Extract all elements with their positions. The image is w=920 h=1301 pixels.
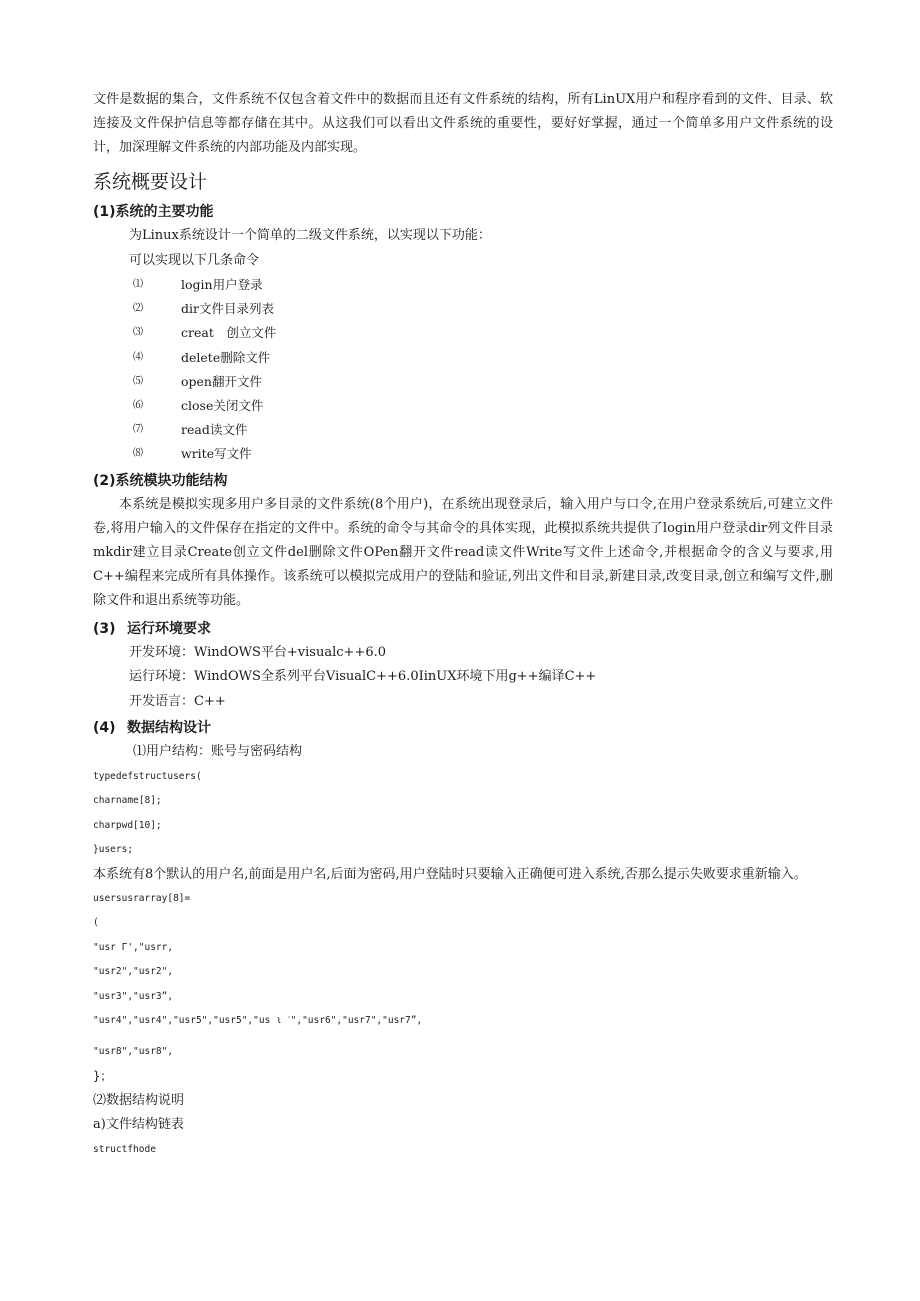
commands-intro: 可以实现以下几条命令 xyxy=(129,252,260,268)
code-line: structfhode xyxy=(93,1143,156,1155)
document-page xyxy=(93,88,833,1162)
functions-intro: 为Linux系统设计一个简单的二级文件系统，以实现以下功能： xyxy=(129,228,491,243)
item-text: dir文件目录列表 xyxy=(181,301,274,317)
code-line: }； xyxy=(93,1069,113,1084)
item-text: close关闭文件 xyxy=(181,398,264,414)
item-number: ⑸ xyxy=(133,375,143,387)
item-number: ⑻ xyxy=(133,448,143,460)
item-number: ⑺ xyxy=(133,424,143,436)
environment-line: 运行环境：WindOWS全系列平台VisualC++6.0IinUX环境下用g++编译C++ xyxy=(129,669,597,685)
intro-paragraph: 文件是数据的集合，文件系统不仅包含着文件中的数据而且还有文件系统的结构，所有LinUX用户和程序看到的文件、目录、软连接及文件保护信息等都存储在其中。从这我们可以看出文件系统的重要性，要好好掌握，通过一个简单多用户文件系统的设计，加深理解文件系统的内部功能及内部实现。 xyxy=(93,92,833,155)
heading-module-structure: (2)系统模块功能结构 xyxy=(93,472,228,489)
list-item xyxy=(93,442,833,466)
item-text: read读文件 xyxy=(181,422,248,438)
heading-environment xyxy=(93,617,833,641)
users-paragraph: 本系统有8个默认的用户名,前面是用户名,后面为密码,用户登陆时只要输入正确便可进入系统,否那么提示失败要求重新输入。 xyxy=(93,866,807,882)
heading-number: (3) xyxy=(93,620,116,637)
heading-number: (4) xyxy=(93,720,116,737)
list-item xyxy=(93,418,833,442)
item-number: ⑵ xyxy=(133,303,143,315)
code-line: typedefstructusers( xyxy=(93,770,202,782)
item-number: ⑴ xyxy=(133,279,143,290)
heading-main-functions: (1)系统的主要功能 xyxy=(93,204,214,220)
list-item xyxy=(93,297,833,321)
section-title: 系统概要设计 xyxy=(93,171,208,193)
list-item xyxy=(93,370,833,394)
item-number: ⑷ xyxy=(133,351,143,363)
code-line: charname[8]; xyxy=(93,795,162,807)
heading-text: 数据结构设计 xyxy=(127,720,211,737)
list-item xyxy=(93,394,833,418)
item-number: ⑶ xyxy=(133,327,143,339)
heading-text: 运行环境要求 xyxy=(127,620,211,637)
module-paragraph: 本系统是模拟实现多用户多目录的文件系统(8个用户)，在系统出现登录后，输入用户与口令,在用户登录系统后,可建立文件卷,将用户输入的文件保存在指定的文件中。系统的命令与其命令的具体实现，此模拟系统共提供了login用户登录dir列文件目录mkdir建立目录Create创立文件del删除文件OPen翻开文件read读文件Write写文件上述命令,并根据命令的含义与要求,用C++编程来完成所有具体操作。该系统可以模拟完成用户的登陆和验证,列出文件和目录,新建目录,改变目录,创立和编写文件,删除文件和退出系统等功能。 xyxy=(93,496,833,608)
item-number: ⑹ xyxy=(133,400,143,412)
list-item xyxy=(93,346,833,370)
item-text: creat 创立文件 xyxy=(181,325,277,341)
item-text: open翻开文件 xyxy=(181,373,262,389)
heading-data-structure xyxy=(93,716,833,740)
item-text: login用户登录 xyxy=(181,277,263,292)
code-line: charpwd[10]; xyxy=(93,819,162,831)
code-line: "usr Γ',"usrr, xyxy=(93,941,174,953)
item-text: delete删除文件 xyxy=(181,349,271,365)
code-line: ( xyxy=(93,917,99,929)
code-line: usersusrarray[8]= xyxy=(93,892,191,904)
command-list xyxy=(93,273,833,467)
subheading-file-list: a)文件结构链表 xyxy=(93,1117,184,1133)
code-line: "usr4","usr4","usr5","usr5","us ι ˊ","usr6","usr7","usr7”, xyxy=(93,1015,423,1027)
code-line: }users; xyxy=(93,844,134,856)
subheading-user-struct: ⑴用户结构：账号与密码结构 xyxy=(133,744,303,760)
environment-line: 开发环境：WindOWS平台+visualc++6.0 xyxy=(129,644,386,660)
environment-line: 开发语言：C++ xyxy=(129,693,226,709)
item-text: write写文件 xyxy=(181,446,252,462)
list-item xyxy=(93,273,833,297)
code-line: "usr8","usr8", xyxy=(93,1045,174,1057)
code-line: "usr3","usr3”, xyxy=(93,990,174,1002)
list-item xyxy=(93,321,833,345)
code-line: "usr2","usr2", xyxy=(93,966,174,978)
subheading-struct-desc: ⑵数据结构说明 xyxy=(93,1092,185,1108)
